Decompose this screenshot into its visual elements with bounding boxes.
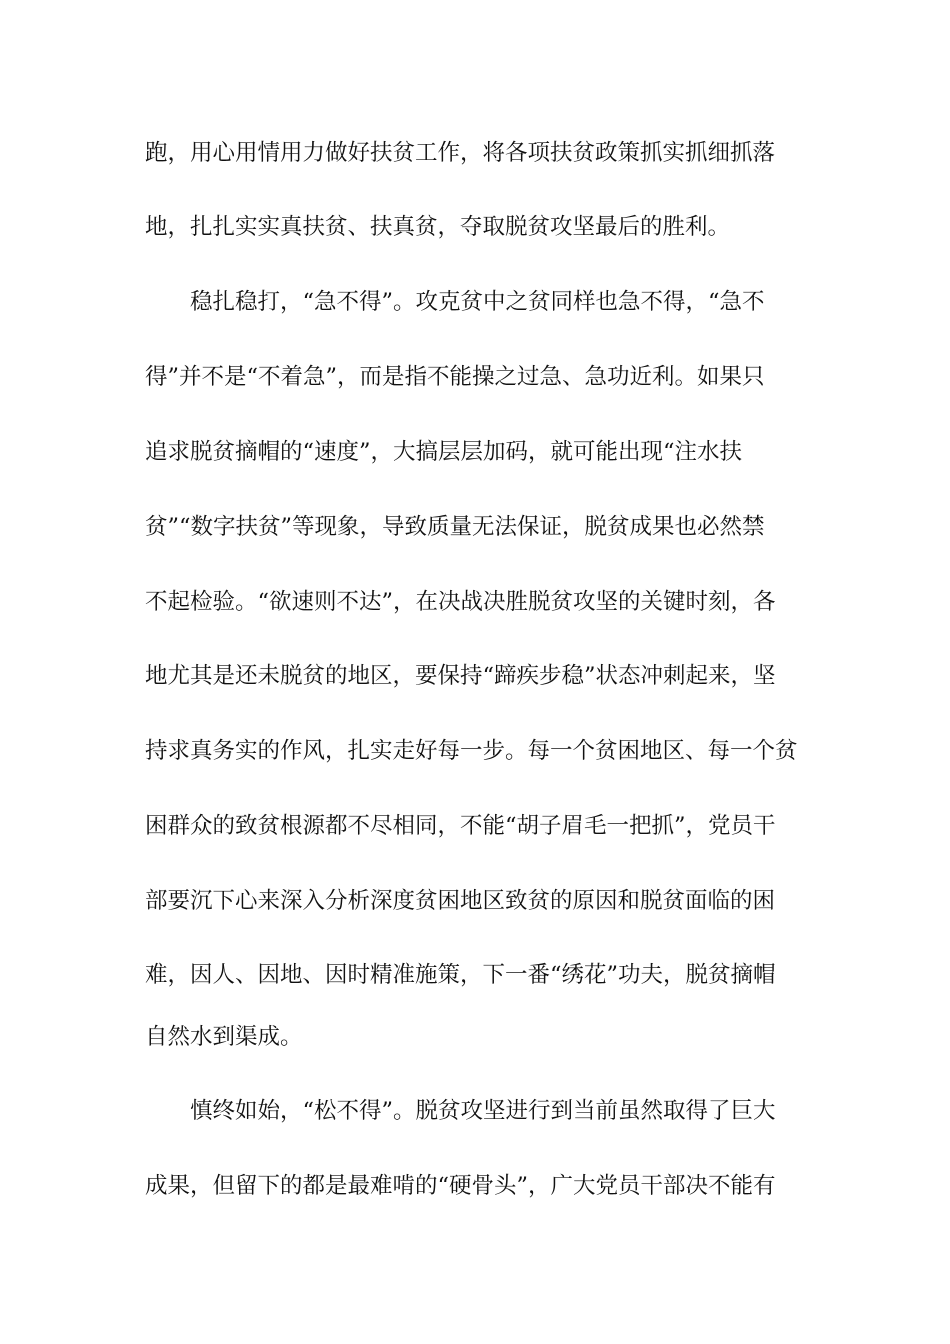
paragraph-first-line: 慎终如始，“松不得”。脱贫攻坚进行到当前虽然取得了巨大 (190, 1098, 776, 1124)
text-line: 得”并不是“不着急”，而是指不能操之过急、急功近利。如果只 (145, 364, 765, 390)
paragraph-first-line: 稳扎稳打，“急不得”。攻克贫中之贫同样也急不得，“急不 (190, 289, 765, 315)
text-line: 追求脱贫摘帽的“速度”，大搞层层加码，就可能出现“注水扶 (145, 439, 743, 465)
text-line: 部要沉下心来深入分析深度贫困地区致贫的原因和脱贫面临的困 (145, 888, 776, 914)
text-line: 持求真务实的作风，扎实走好每一步。每一个贫困地区、每一个贫 (145, 738, 798, 764)
text-line: 地，扎扎实实真扶贫、扶真贫，夺取脱贫攻坚最后的胜利。 (145, 214, 731, 240)
text-line: 成果，但留下的都是最难啃的“硬骨头”，广大党员干部决不能有 (145, 1173, 776, 1199)
text-line: 跑，用心用情用力做好扶贫工作，将各项扶贫政策抓实抓细抓落 (145, 140, 776, 166)
text-line: 贫”“数字扶贫”等现象，导致质量无法保证，脱贫成果也必然禁 (145, 514, 765, 540)
text-line: 地尤其是还未脱贫的地区，要保持“蹄疾步稳”状态冲刺起来，坚 (145, 663, 776, 689)
text-line: 自然水到渠成。 (145, 1024, 303, 1050)
text-line: 困群众的致贫根源都不尽相同，不能“胡子眉毛一把抓”，党员干 (145, 813, 776, 839)
text-line: 不起检验。“欲速则不达”，在决战决胜脱贫攻坚的关键时刻，各 (145, 589, 776, 615)
text-line: 难，因人、因地、因时精准施策，下一番“绣花”功夫，脱贫摘帽 (145, 962, 776, 988)
